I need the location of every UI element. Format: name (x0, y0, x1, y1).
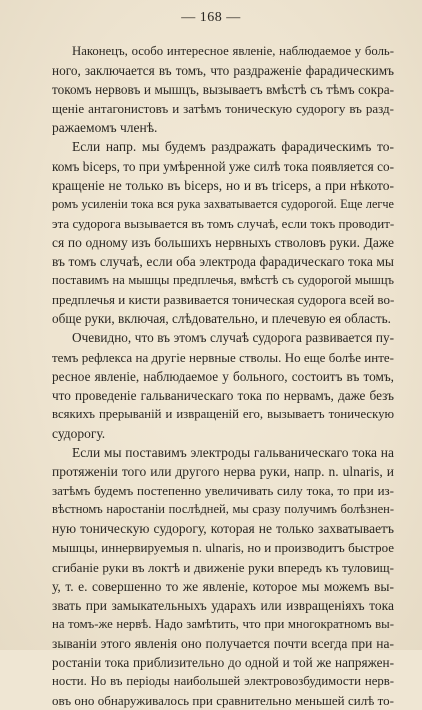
text-line: Если мы поставимъ электроды гальваническаго тока на (72, 444, 394, 460)
text-line: обще руки, включая, слѣдовательно, и плечевую ея область. (52, 311, 391, 327)
text-line: ростанiи тока приблизительно до одной и той же напряжен- (52, 655, 394, 670)
text-line: темъ рефлекса на другiе нервные стволы. Но еще болѣе инте- (52, 349, 394, 365)
text-line: поставимъ на мышцы предплечья, вмѣстѣ съ судорогой мышцъ (52, 273, 394, 288)
paragraph (52, 443, 394, 710)
paragraph (52, 137, 394, 328)
text-line: сгибанiе руки въ локтѣ и движенiе руки впередъ къ туловищ- (52, 559, 394, 575)
text-line: ромъ усиленiи тока вся рука захватывается судорогой. Еще легче (52, 196, 394, 211)
text-line: токомъ нервовъ и мышцъ, вызываетъ вмѣстѣ съ тѣмъ сокра- (52, 82, 394, 98)
text-line: Очевидно, что въ этомъ случаѣ судорога развивается пу- (72, 330, 394, 346)
text-line: вѣстномъ наростанiи послѣдней, мы сразу получимъ болѣзнен- (52, 502, 394, 517)
text-line: мышцы, иннервируемыя n. ulnaris, но и производитъ быстрое (52, 540, 394, 556)
text-line: щенiе антагонистовъ и затѣмъ тоническую судорогу въ разд- (52, 101, 394, 117)
text-line: всякихъ прерыванiй и извращенiй его, вызываетъ тоническую (52, 406, 394, 421)
text-line: кращенiе не только въ biceps, но и въ triceps, а при нѣкото- (52, 177, 394, 193)
text-line: судорогу. (52, 425, 106, 441)
text-line: ся по одному изъ большихъ нервныхъ стволовъ руки. Даже (52, 234, 394, 250)
text-line: Наконецъ, особо интересное явленiе, наблюдаемое у боль- (72, 44, 394, 58)
text-line: ражаемомъ членѣ. (52, 120, 158, 136)
text-line: что проведенiе гальваническаго тока по нервамъ, даже безъ (52, 387, 394, 403)
text-line: ного, заключается въ томъ, что раздраженiе фарадическимъ (52, 63, 394, 79)
text-line: ресное явленiе, наблюдаемое у больного, состоитъ въ томъ, (52, 368, 394, 384)
text-line: на томъ-же нервѣ. Надо замѣтить, что при многократномъ вы- (52, 616, 394, 631)
text-line: овъ оно обнаруживалось при сравнительно меньшей силѣ то- (52, 693, 394, 709)
text-line: затѣмъ будемъ постепенно увеличивать силу тока, то при из- (52, 483, 394, 499)
text-line: предплечья и кисти развивается тоническая судорога всей во- (52, 292, 394, 308)
text-line: зыванiи этого явленiя оно получается почти всегда при на- (52, 635, 394, 651)
text-line: у, т. е. совершенно то же явленiе, которое мы можемъ вы- (52, 578, 394, 594)
body-text (52, 42, 394, 710)
text-line: ности. Но въ перiоды наибольшей электровозбудимости нерв- (52, 674, 394, 689)
text-line: Если напр. мы будемъ раздражать фарадическимъ то- (72, 139, 394, 155)
text-line: протяженiи того или другого нерва руки, напр. n. ulnaris, и (52, 464, 394, 480)
text-line: въ томъ случаѣ, если оба электрода фарадическаго тока мы (52, 254, 394, 270)
text-line: ную тоническую судорогу, которая не только захватываетъ (52, 521, 394, 537)
page-number: — 168 — (181, 10, 241, 25)
paragraph (52, 42, 394, 137)
text-line: эта судорога вызывается въ томъ случаѣ, если токъ проводит- (52, 215, 394, 231)
text-line: комъ biceps, то при умѣренной уже силѣ тока появляется со- (52, 158, 394, 174)
text-line: звать при замыкательныхъ ударахъ или извращенiяхъ тока (52, 597, 394, 613)
paragraph (52, 328, 394, 443)
